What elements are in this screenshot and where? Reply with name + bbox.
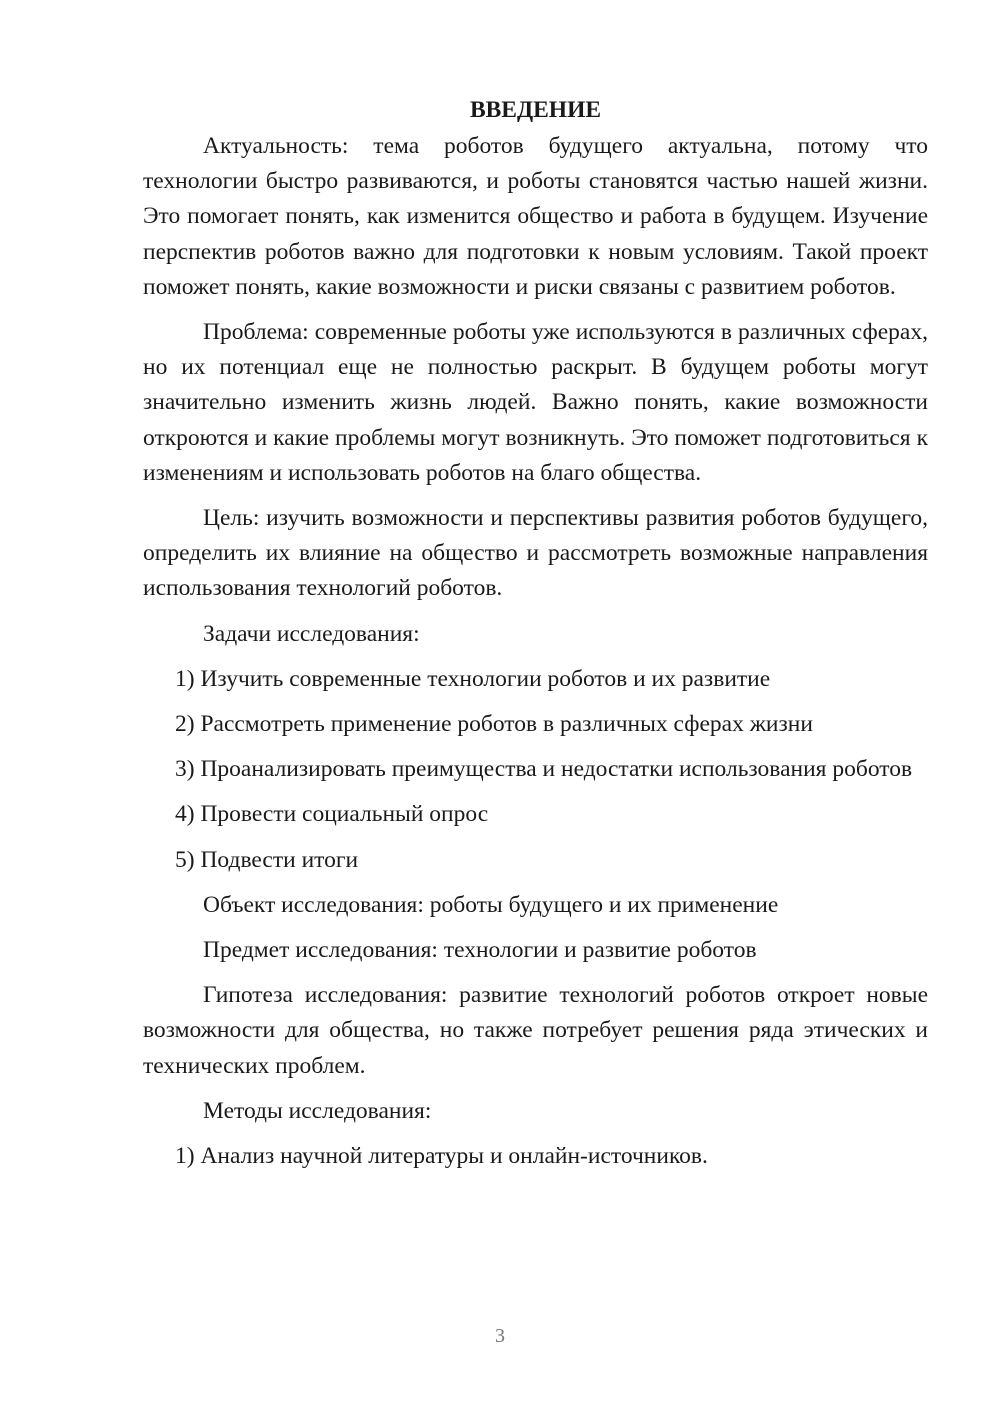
task-item-1: 1) Изучить современные технологии роботов и их развитие (175, 665, 771, 692)
hypothesis-paragraph: Гипотеза исследования: развитие технологий роботов откроет новые возможности для общества, но также потребует решения ряда этических и технических проблем. (143, 982, 928, 1079)
tasks-heading: Задачи исследования: (203, 620, 420, 647)
goal-paragraph: Цель: изучить возможности и перспективы развития роботов будущего, определить их влияние на общество и рассмотреть возможные направления использования технологий роботов. (143, 505, 928, 602)
method-item-1: 1) Анализ научной литературы и онлайн-источников. (175, 1143, 708, 1170)
task-item-5: 5) Подвести итоги (175, 846, 359, 873)
task-item-2: 2) Рассмотреть применение роботов в различных сферах жизни (175, 711, 813, 738)
page-content (143, 92, 928, 1184)
page-number: 3 (495, 1325, 505, 1347)
section-title: ВВЕДЕНИЕ (469, 97, 602, 123)
methods-heading: Методы исследования: (203, 1097, 432, 1124)
relevance-paragraph: Актуальность: тема роботов будущего актуальна, потому что технологии быстро развиваются, и роботы становятся частью нашей жизни. Это помогает понять, как изменится общество и работа в будущем. Изучение перспектив роботов важно для подготовки к новым условиям. Такой проект поможет понять, какие возможности и риски связаны с развитием роботов. (143, 133, 928, 300)
task-item-3: 3) Проанализировать преимущества и недостатки использования роботов (175, 756, 913, 783)
task-item-4: 4) Провести социальный опрос (175, 801, 489, 828)
problem-paragraph: Проблема: современные роботы уже используются в различных сферах, но их потенциал еще не полностью раскрыт. В будущем роботы могут значительно изменить жизнь людей. Важно понять, какие возможности откроются и какие проблемы могут возникнуть. Это поможет подготовиться к изменениям и использовать роботов на благо общества. (143, 319, 928, 486)
research-object-paragraph: Объект исследования: роботы будущего и их применение (203, 891, 779, 918)
research-subject-paragraph: Предмет исследования: технологии и развитие роботов (203, 937, 757, 964)
